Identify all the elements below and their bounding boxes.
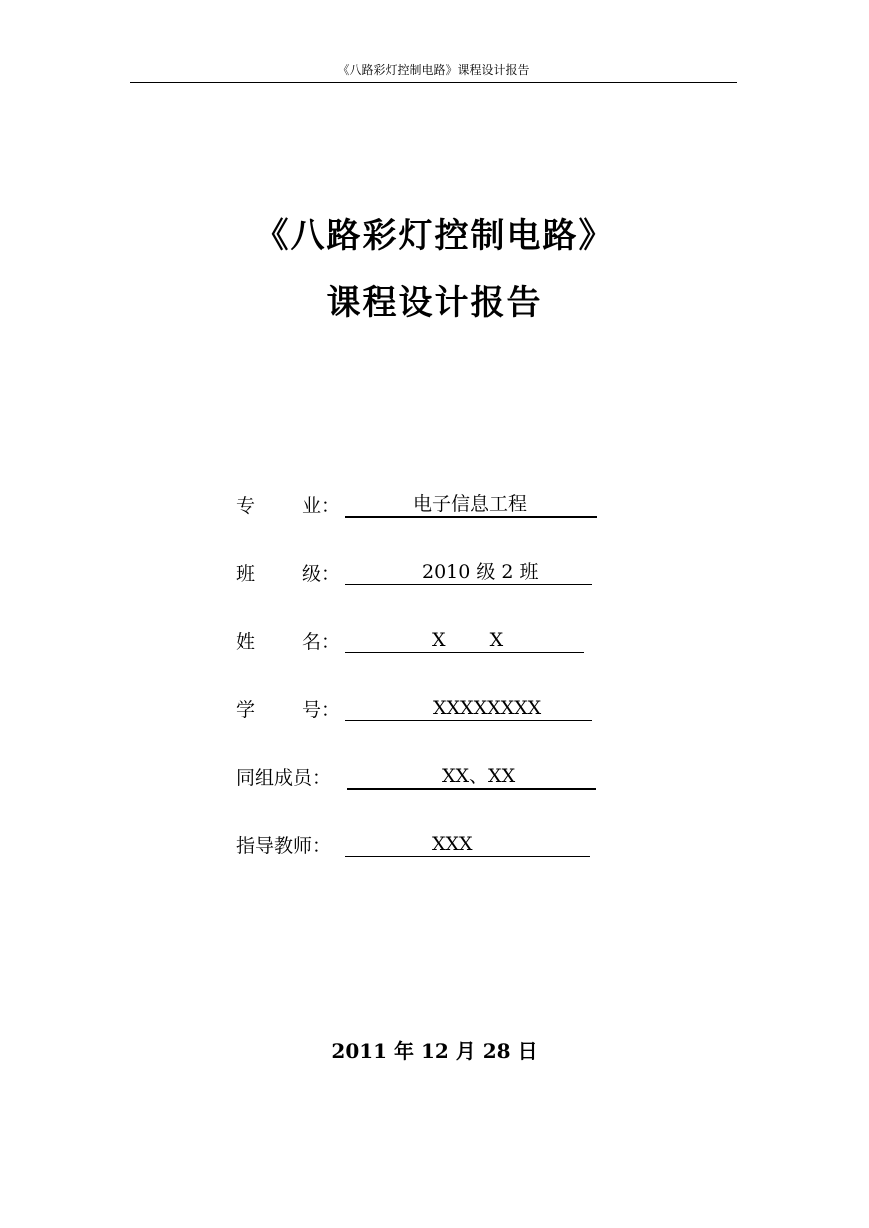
report-title-line-2: 课程设计报告	[326, 283, 543, 323]
field-group-members-label-text: 同组成员：	[236, 767, 332, 789]
field-advisor	[236, 834, 591, 864]
field-major-label-b: 业：	[302, 495, 341, 517]
field-student-id	[236, 698, 593, 728]
report-title-line-1: 《八路彩灯控制电路》	[254, 216, 615, 256]
field-name	[236, 630, 585, 660]
field-major	[236, 494, 598, 524]
field-student-id-label-b: 号：	[302, 699, 341, 721]
field-class	[236, 562, 593, 592]
field-student-id-label-a: 学	[236, 699, 256, 721]
field-name-underline	[345, 630, 584, 653]
field-group-members	[236, 766, 596, 796]
field-major-value: 电子信息工程	[413, 493, 528, 515]
field-advisor-label-text: 指导教师：	[236, 835, 332, 857]
field-advisor-underline	[345, 834, 590, 857]
field-group-members-value: XX、XX	[442, 765, 516, 787]
field-major-underline	[345, 494, 597, 518]
field-advisor-value: XXX	[432, 833, 473, 855]
field-class-underline	[345, 562, 592, 585]
running-header: 《八路彩灯控制电路》课程设计报告	[130, 60, 737, 83]
field-class-label-a: 班	[236, 563, 256, 585]
field-student-id-underline	[345, 698, 592, 721]
report-date: 2011 年 12 月 28 日	[331, 1039, 538, 1063]
field-class-value: 2010 级 2 班	[422, 561, 539, 583]
field-name-label-b: 名：	[302, 631, 341, 653]
field-name-value: X X	[432, 629, 504, 651]
field-name-label-a: 姓	[236, 631, 256, 653]
field-major-label-a: 专	[236, 495, 256, 517]
field-class-label-b: 级：	[302, 563, 341, 585]
field-student-id-value: XXXXXXXX	[433, 697, 542, 719]
field-group-members-underline	[347, 766, 596, 790]
